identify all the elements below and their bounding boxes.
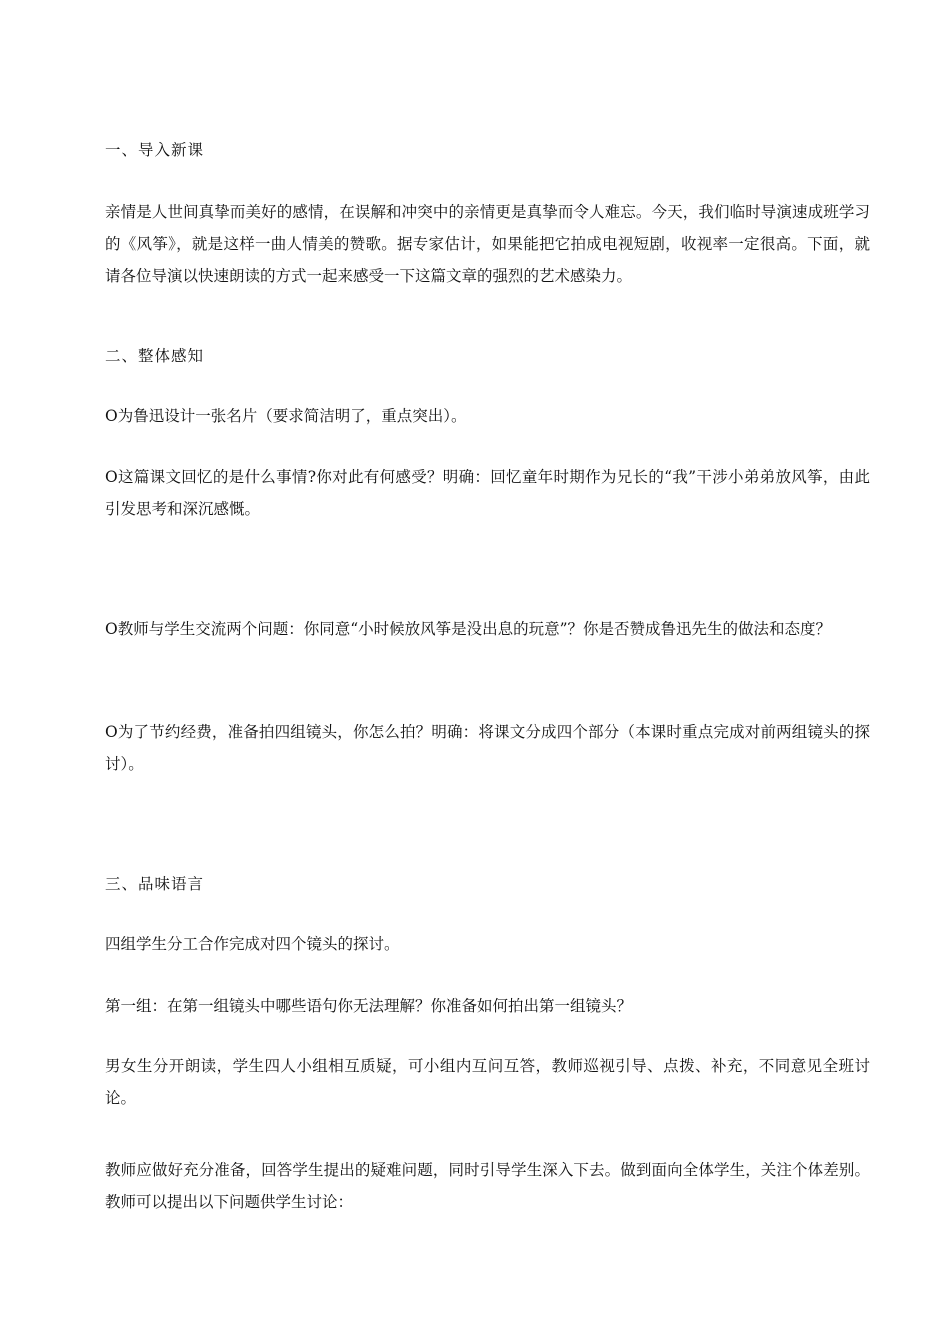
paragraph-intro: 亲情是人世间真挚而美好的感情，在误解和冲突中的亲情更是真挚而令人难忘。今天，我们临时导演速成班学习的《风筝》，就是这样一曲人情美的赞歌。据专家估计，如果能把它拍成电视短剧，收视率一定很高。下面，就请各位导演以快速朗读的方式一起来感受一下这篇文章的强烈的艺术感染力。 (105, 203, 870, 285)
section-heading-overview: 二、整体感知 (105, 347, 205, 365)
section-heading-intro: 一、导入新课 (105, 141, 205, 159)
paragraph-teacher-prep: 教师应做好充分准备，回答学生提出的疑难问题，同时引导学生深入下去。做到面向全体学生，关注个体差别。教师可以提出以下问题供学生讨论： (105, 1161, 870, 1211)
paragraph-discussion: O教师与学生交流两个问题：你同意“小时候放风筝是没出息的玩意”？你是否赞成鲁迅先生的做法和态度？ (105, 620, 832, 638)
section-heading-language: 三、品味语言 (105, 875, 205, 893)
paragraph-group-one: 第一组：在第一组镜头中哪些语句你无法理解？你准备如何拍出第一组镜头？ (105, 997, 633, 1015)
paragraph-recollection: O这篇课文回忆的是什么事情?你对此有何感受？明确：回忆童年时期作为兄长的“我”干涉小弟弟放风筝，由此引发思考和深沉感慨。 (105, 468, 870, 518)
paragraph-group-work: 四组学生分工合作完成对四个镜头的探讨。 (105, 935, 400, 953)
paragraph-four-shots: O为了节约经费，准备拍四组镜头，你怎么拍？明确：将课文分成四个部分（本课时重点完成对前两组镜头的探讨）。 (105, 723, 870, 773)
paragraph-name-card: O为鲁迅设计一张名片（要求简洁明了，重点突出）。 (105, 407, 467, 425)
paragraph-reading: 男女生分开朗读，学生四人小组相互质疑，可小组内互问互答，教师巡视引导、点拨、补充，不同意见全班讨论。 (105, 1057, 870, 1107)
